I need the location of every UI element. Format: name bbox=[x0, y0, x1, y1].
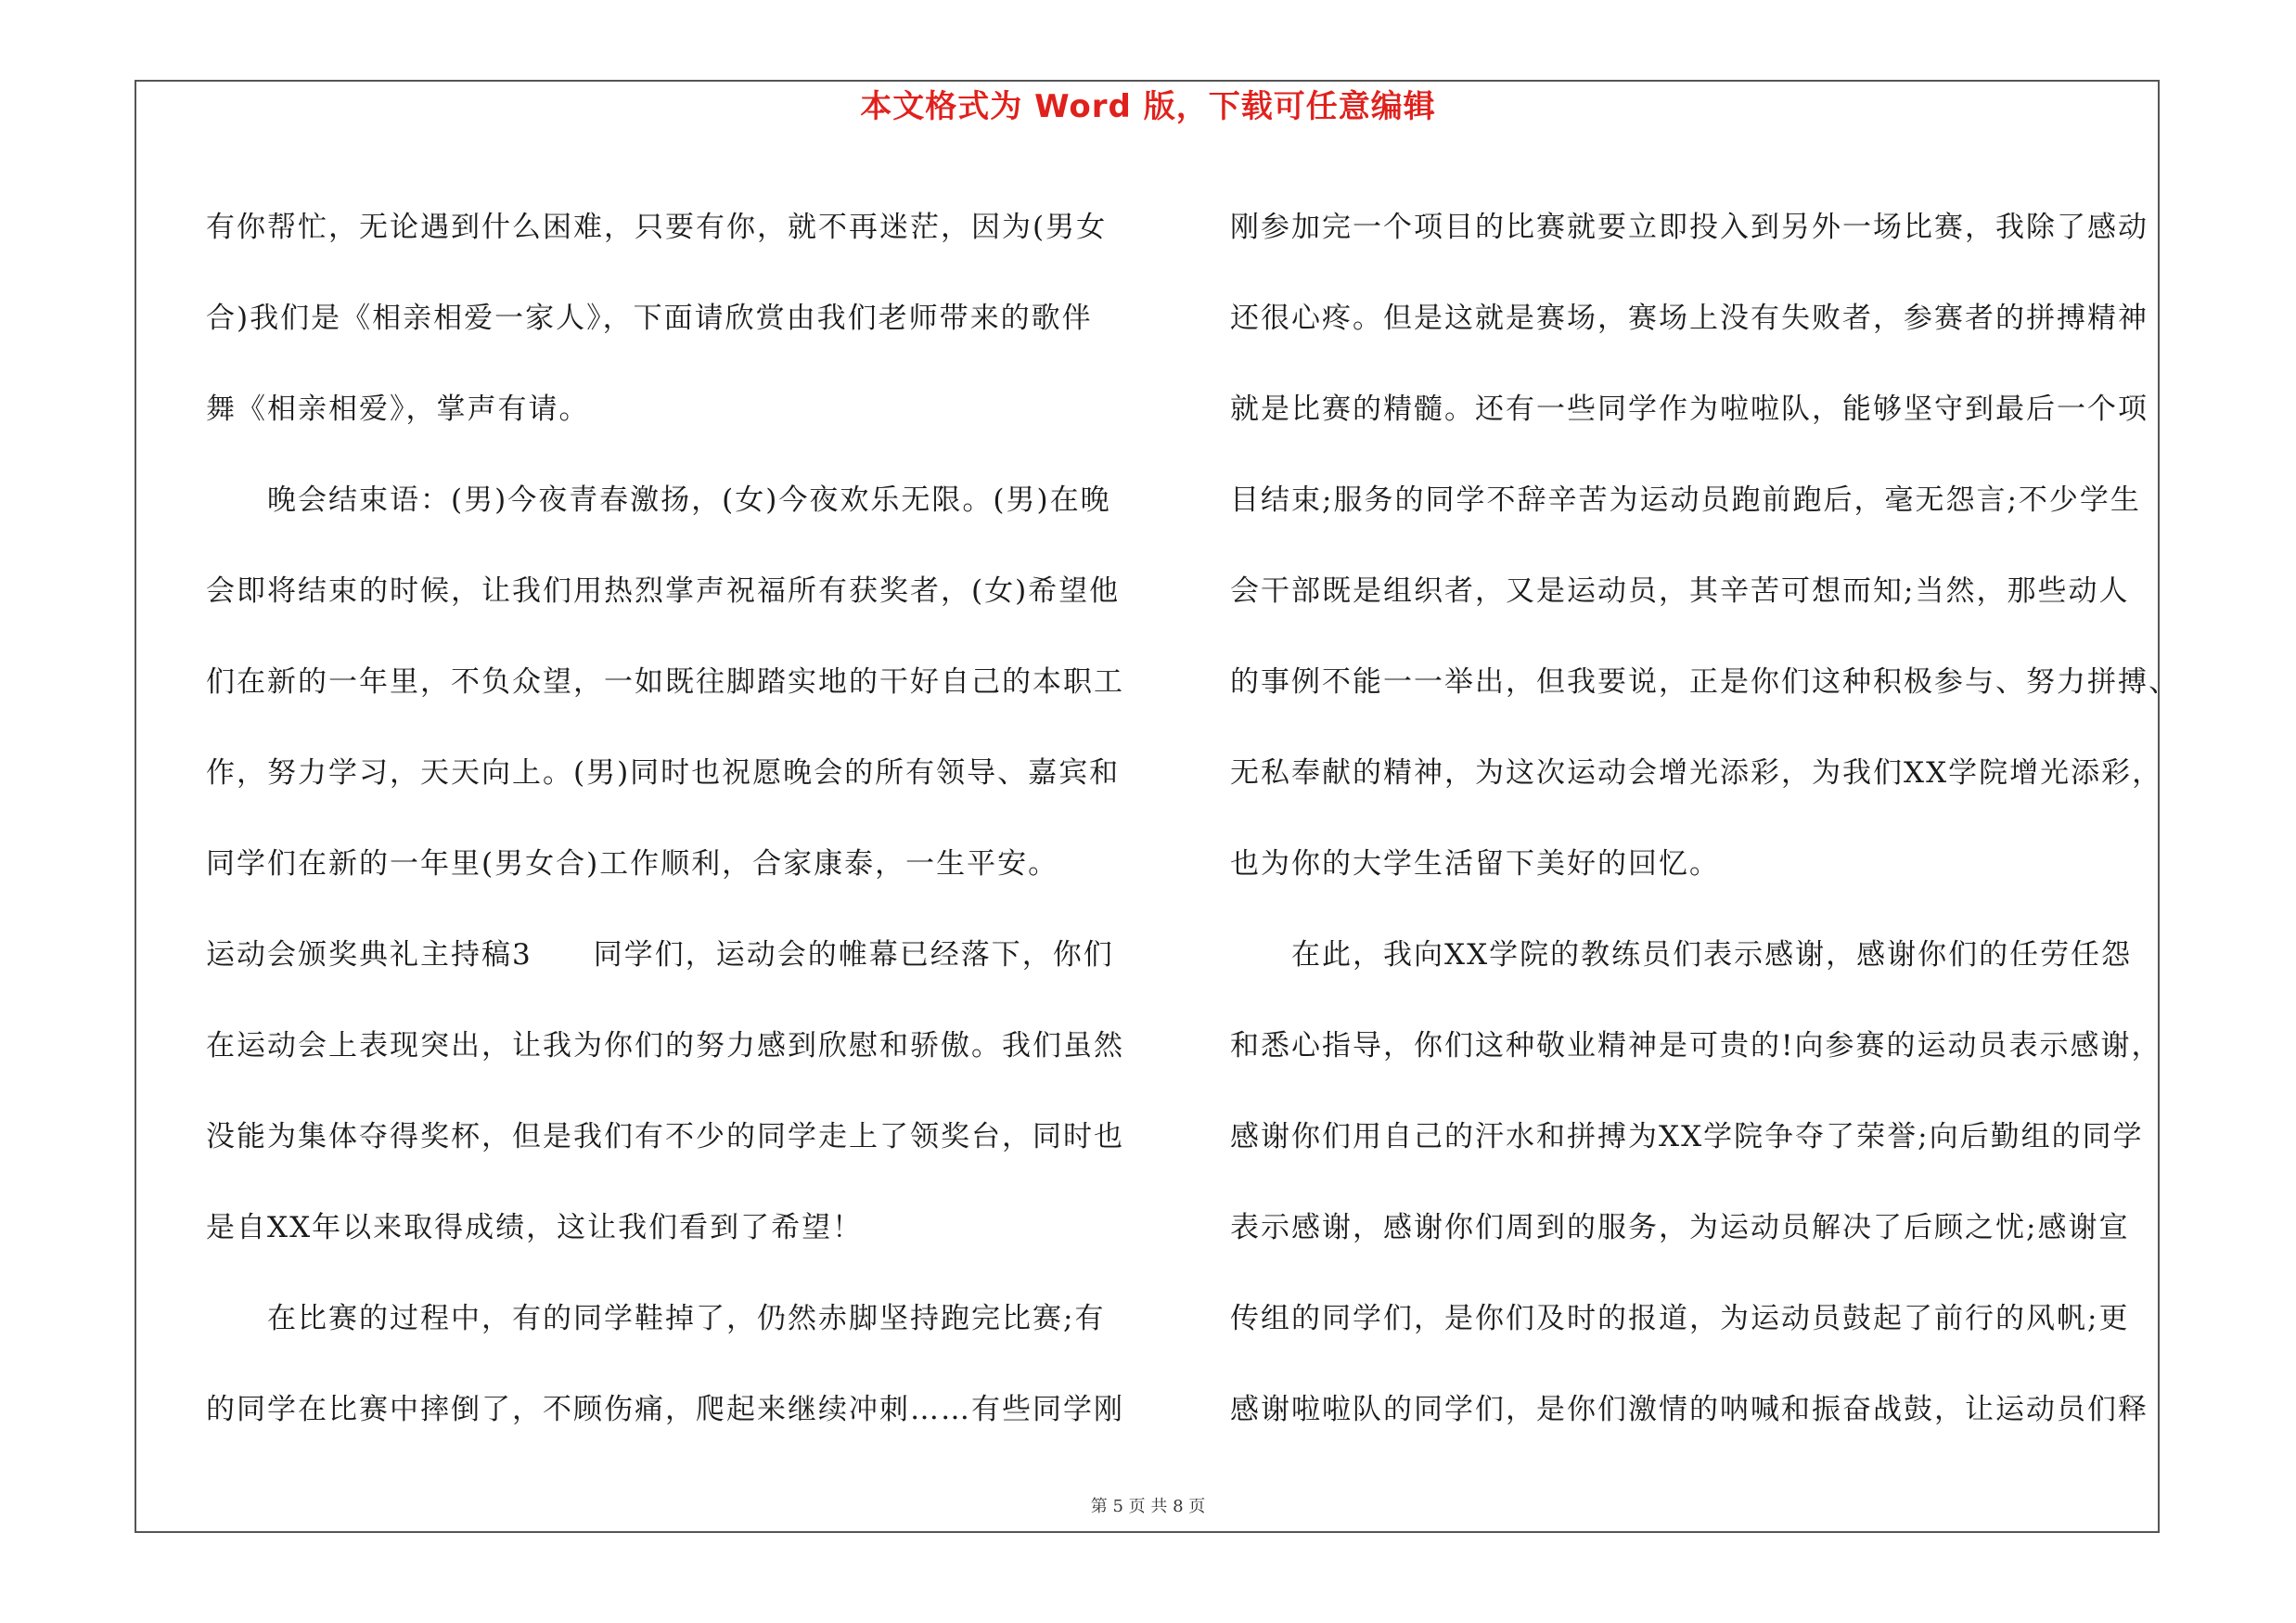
text-line bbox=[206, 1273, 1124, 1364]
line-text: 也为你的大学生活留下美好的回忆。 bbox=[1230, 847, 1720, 881]
line-text: 还很心疼。但是这就是赛场，赛场上没有失败者，参赛者的拼搏精神 bbox=[1230, 302, 2148, 335]
line-text: 表示感谢，感谢你们周到的服务，为运动员解决了后顾之忧;感谢宣 bbox=[1230, 1211, 2130, 1244]
line-text: 运动会颁奖典礼主持稿3 bbox=[206, 938, 532, 972]
text-line bbox=[206, 1182, 1124, 1273]
line-continuation-text: 同学们，运动会的帷幕已经落下，你们 bbox=[593, 938, 1114, 972]
text-line bbox=[1230, 273, 2148, 364]
text-line bbox=[1230, 455, 2148, 546]
line-text: 的事例不能一一举出，但我要说，正是你们这种积极参与、努力拼搏、 bbox=[1230, 665, 2179, 699]
line-text: 和悉心指导，你们这种敬业精神是可贵的!向参赛的运动员表示感谢， bbox=[1230, 1029, 2162, 1063]
text-line bbox=[1230, 909, 2148, 1000]
line-text: 在此，我向XX学院的教练员们表示感谢，感谢你们的任劳任怨 bbox=[1291, 938, 2133, 972]
line-text: 会即将结束的时候，让我们用热烈掌声祝福所有获奖者，(女)希望他 bbox=[206, 574, 1121, 608]
text-line bbox=[206, 909, 1124, 1000]
line-text: 在比赛的过程中，有的同学鞋掉了，仍然赤脚坚持跑完比赛;有 bbox=[267, 1302, 1106, 1335]
line-text: 在运动会上表现突出，让我为你们的努力感到欣慰和骄傲。我们虽然 bbox=[206, 1029, 1124, 1063]
line-text: 就是比赛的精髓。还有一些同学作为啦啦队，能够坚守到最后一个项 bbox=[1230, 393, 2148, 426]
line-text: 感谢你们用自己的汗水和拼搏为XX学院争夺了荣誉;向后勤组的同学 bbox=[1230, 1120, 2144, 1153]
editable-format-banner: 本文格式为 Word 版，下载可任意编辑 bbox=[860, 88, 1436, 125]
line-text: 是自XX年以来取得成绩，这让我们看到了希望！ bbox=[206, 1211, 864, 1244]
line-text: 刚参加完一个项目的比赛就要立即投入到另外一场比赛，我除了感动 bbox=[1230, 211, 2148, 244]
text-line bbox=[1230, 1364, 2148, 1455]
left-text-column bbox=[206, 182, 1124, 1455]
text-line bbox=[206, 364, 1124, 455]
text-line bbox=[206, 1000, 1124, 1091]
line-text: 舞《相亲相爱》，掌声有请。 bbox=[206, 393, 590, 426]
line-text: 同学们在新的一年里(男女合)工作顺利，合家康泰，一生平安。 bbox=[206, 847, 1059, 881]
text-line bbox=[206, 637, 1124, 728]
text-line bbox=[1230, 364, 2148, 455]
text-line bbox=[206, 818, 1124, 909]
page-number-footer: 第 5 页 共 8 页 bbox=[1090, 1497, 1206, 1516]
text-line bbox=[1230, 546, 2148, 637]
text-line bbox=[206, 546, 1124, 637]
text-line bbox=[1230, 1091, 2148, 1182]
text-line bbox=[206, 273, 1124, 364]
line-text: 们在新的一年里，不负众望，一如既往脚踏实地的干好自己的本职工 bbox=[206, 665, 1124, 699]
line-text: 没能为集体夺得奖杯，但是我们有不少的同学走上了领奖台，同时也 bbox=[206, 1120, 1124, 1153]
line-text: 的同学在比赛中摔倒了，不顾伤痛，爬起来继续冲刺……有些同学刚 bbox=[206, 1393, 1124, 1426]
line-text: 感谢啦啦队的同学们，是你们激情的呐喊和振奋战鼓，让运动员们释 bbox=[1230, 1393, 2148, 1426]
text-line bbox=[206, 728, 1124, 818]
line-text: 目结束;服务的同学不辞辛苦为运动员跑前跑后，毫无怨言;不少学生 bbox=[1230, 483, 2141, 517]
text-line bbox=[1230, 818, 2148, 909]
line-text: 合)我们是《相亲相爱一家人》，下面请欣赏由我们老师带来的歌伴 bbox=[206, 302, 1093, 335]
line-text: 晚会结束语：(男)今夜青春激扬，(女)今夜欢乐无限。(男)在晚 bbox=[267, 483, 1111, 517]
text-line bbox=[1230, 1000, 2162, 1091]
line-text: 会干部既是组织者，又是运动员，其辛苦可想而知;当然，那些动人 bbox=[1230, 574, 2130, 608]
text-line bbox=[1230, 182, 2148, 273]
text-line bbox=[206, 182, 1124, 273]
text-line bbox=[1230, 1273, 2148, 1364]
text-line bbox=[206, 455, 1124, 546]
line-text: 传组的同学们，是你们及时的报道，为运动员鼓起了前行的风帆;更 bbox=[1230, 1302, 2130, 1335]
text-line bbox=[206, 1091, 1124, 1182]
text-line bbox=[1230, 637, 2179, 728]
text-line bbox=[1230, 728, 2163, 818]
right-text-column bbox=[1230, 182, 2179, 1455]
text-line bbox=[206, 1364, 1124, 1455]
text-line bbox=[1230, 1182, 2148, 1273]
line-text: 作，努力学习，天天向上。(男)同时也祝愿晚会的所有领导、嘉宾和 bbox=[206, 756, 1121, 790]
line-text: 无私奉献的精神，为这次运动会增光添彩，为我们XX学院增光添彩， bbox=[1230, 756, 2163, 790]
line-text: 有你帮忙，无论遇到什么困难，只要有你，就不再迷茫，因为(男女 bbox=[206, 211, 1108, 244]
